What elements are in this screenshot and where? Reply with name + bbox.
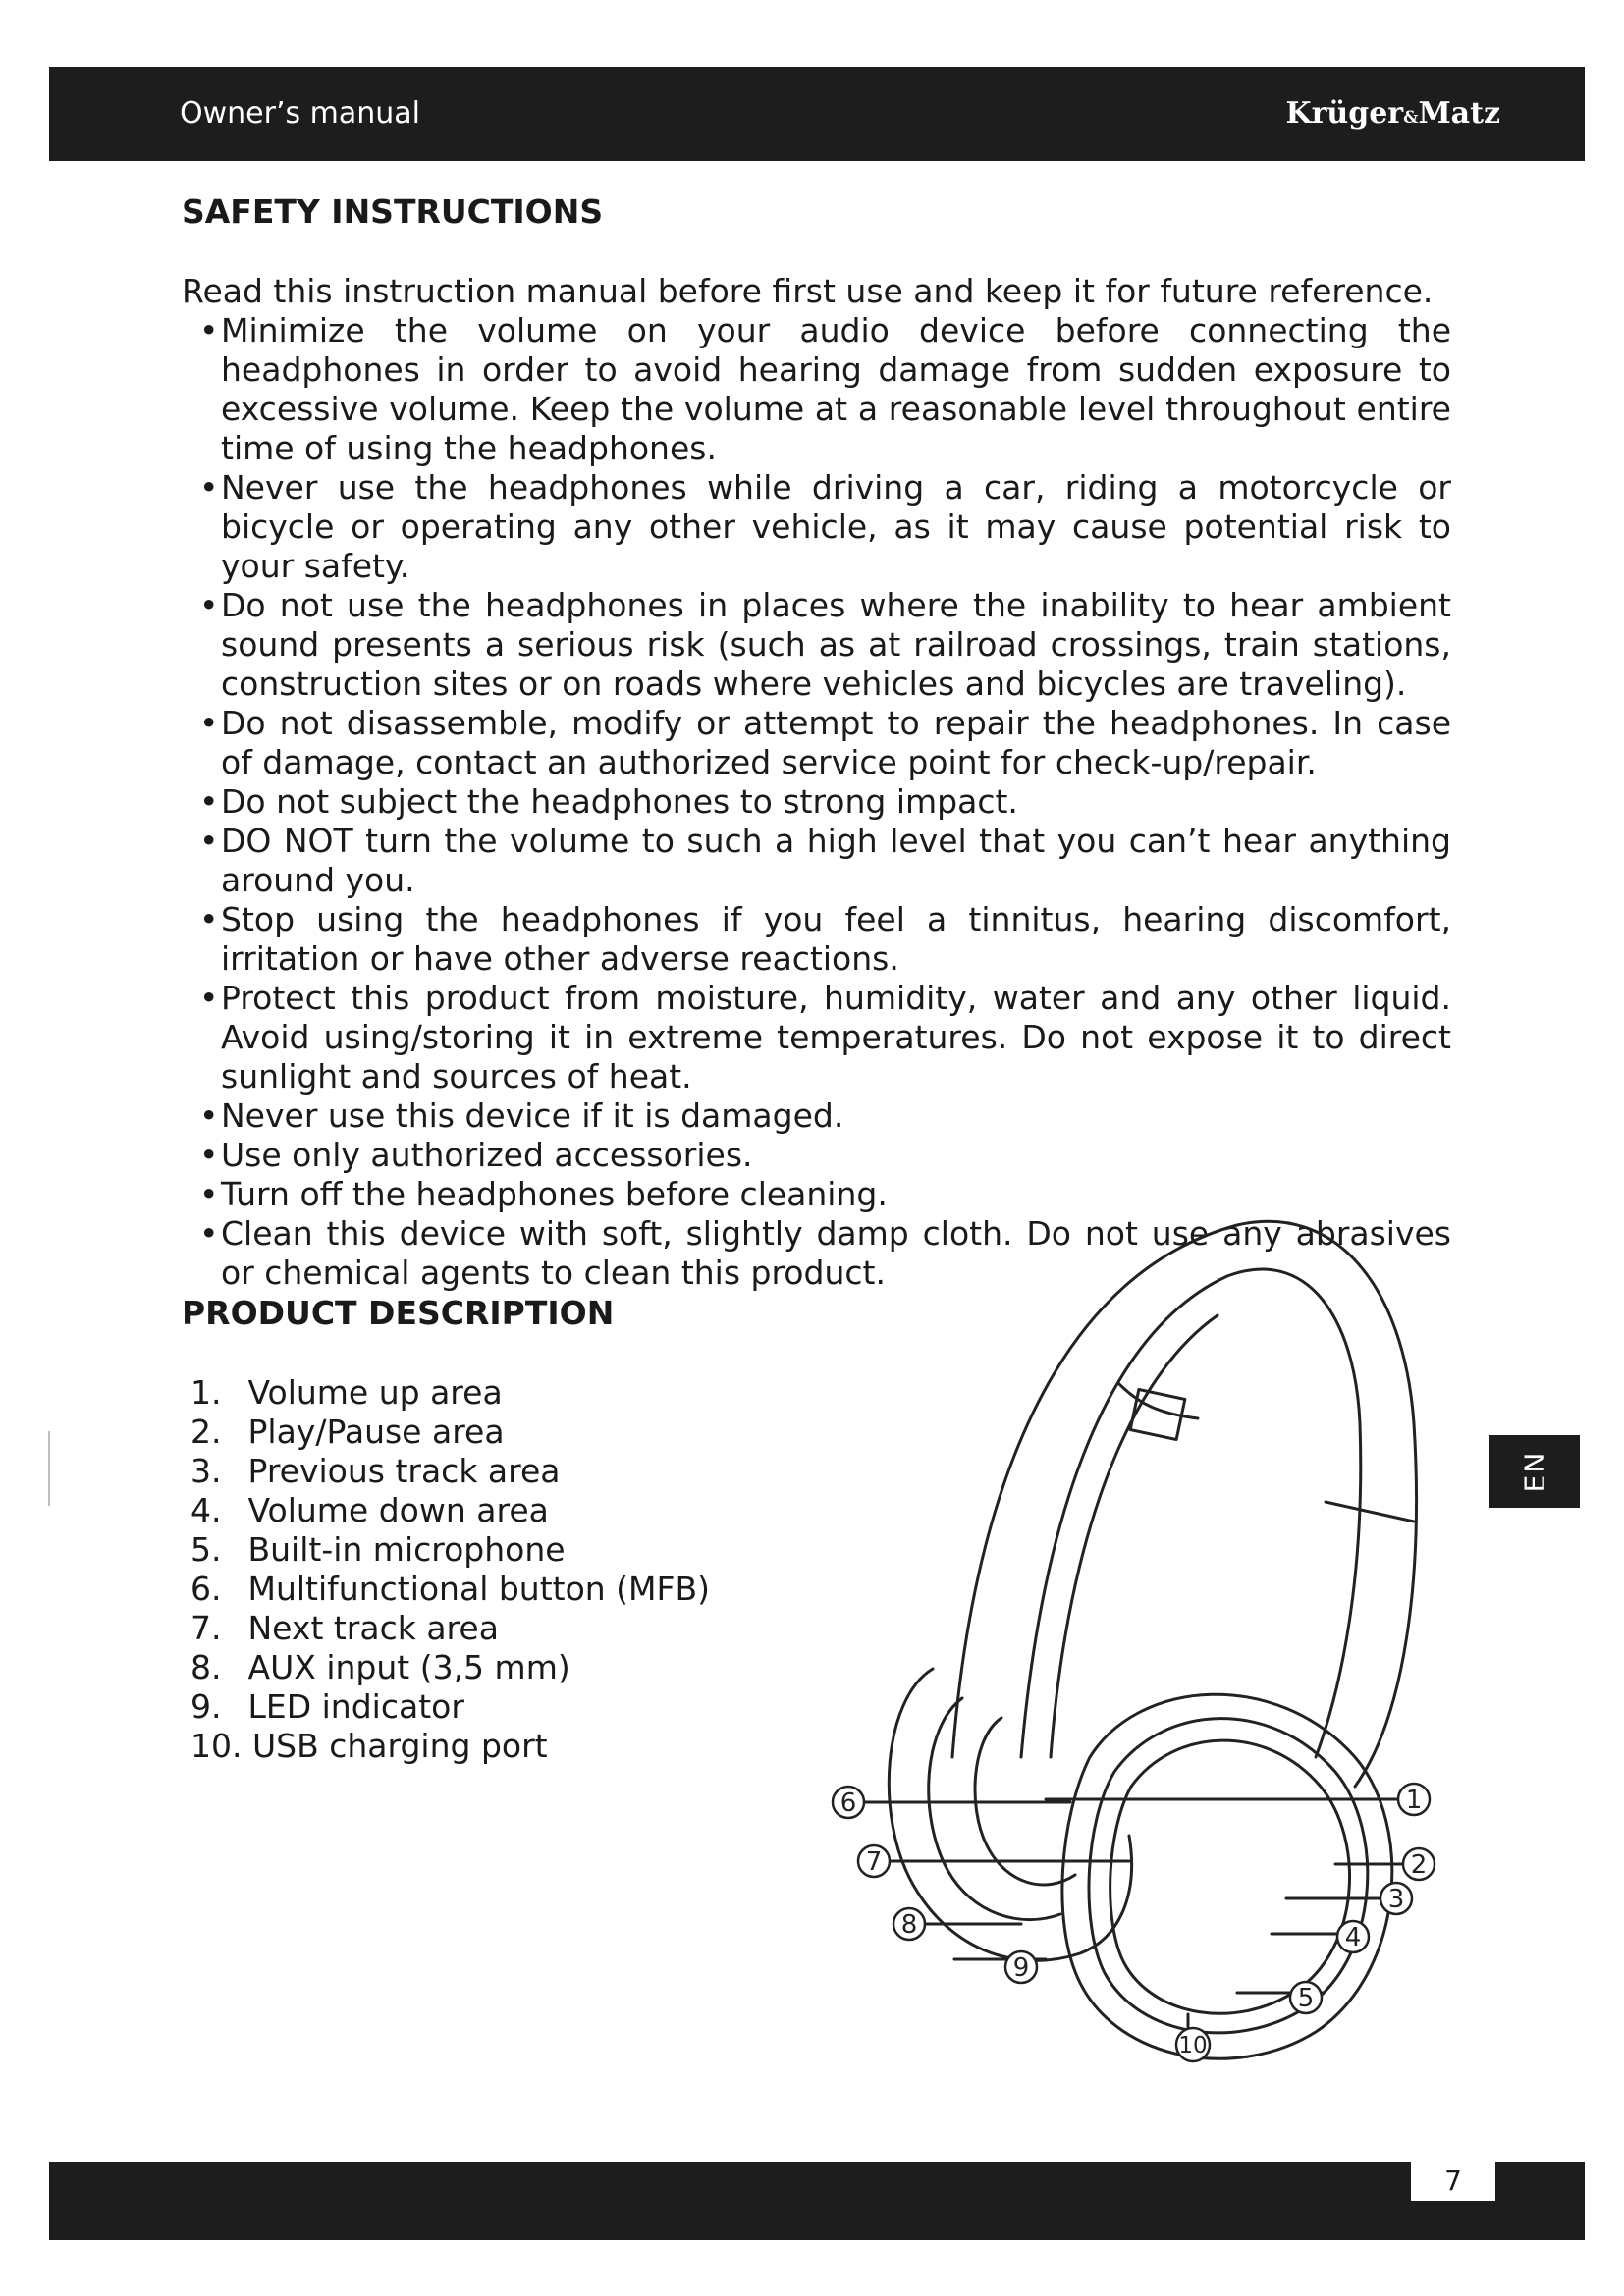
list-item: • Never use the headphones while driving a car, riding a motorcycle or bicycle or operating any other vehicle, as it may cause potential risk to your safety.: [199, 468, 1451, 586]
list-item: • DO NOT turn the volume to such a high level that you can’t hear anything around you.: [199, 822, 1451, 900]
brand-name-main: Krüger: [1285, 96, 1404, 131]
list-item: • Clean this device with soft, slightly damp cloth. Do not use any abrasives or chemical agents to clean this product.: [199, 1214, 1451, 1293]
list-item: 2. Play/Pause area: [190, 1413, 505, 1451]
headband-inner-edge: [1051, 1315, 1218, 1757]
list-item: 8. AUX input (3,5 mm): [190, 1648, 570, 1686]
callout-label-2: 2: [1410, 1850, 1428, 1880]
list-item: • Turn off the headphones before cleaning.: [199, 1175, 1451, 1214]
list-item: 6. Multifunctional button (MFB): [190, 1570, 711, 1608]
callout-label-7: 7: [865, 1847, 883, 1877]
headphones-diagram: [825, 1207, 1453, 2071]
callout-label-4: 4: [1344, 1923, 1362, 1952]
page-number-box: [1411, 2162, 1495, 2201]
safety-intro: Read this instruction manual before first use and keep it for future reference.: [182, 272, 1434, 310]
footer-bar: [49, 2162, 1585, 2240]
headband-inner: [1021, 1269, 1361, 1757]
safety-heading: SAFETY INSTRUCTIONS: [182, 192, 604, 231]
list-item: 1. Volume up area: [190, 1373, 503, 1412]
brand-ampersand: &: [1403, 108, 1419, 128]
callout-label-6: 6: [839, 1789, 857, 1818]
headphones-illustration: [825, 1207, 1453, 2071]
page-number: 7: [1444, 2164, 1462, 2197]
list-item: • Do not subject the headphones to strong impact.: [199, 782, 1451, 822]
header-bar: [49, 67, 1585, 161]
list-item: • Stop using the headphones if you feel a tinnitus, hearing discomfort, irritation or have other adverse reactions.: [199, 900, 1451, 979]
brand-logo: [1286, 96, 1500, 131]
margin-mark: [48, 1431, 50, 1506]
list-item: 9. LED indicator: [190, 1687, 464, 1726]
callout-label-3: 3: [1387, 1885, 1405, 1914]
callout-label-5: 5: [1297, 1984, 1315, 2013]
callout-label-9: 9: [1012, 1953, 1030, 1983]
list-item: • Do not disassemble, modify or attempt to repair the headphones. In case of damage, contact an authorized service point for check-up/repair.: [199, 704, 1451, 782]
left-earcup-pad: [929, 1698, 1060, 1920]
manual-title: Owner’s manual: [180, 96, 421, 131]
language-tab-label: EN: [1518, 1450, 1551, 1493]
callout-label-8: 8: [900, 1910, 918, 1940]
brand-name-end: Matz: [1418, 96, 1500, 131]
list-item: • Use only authorized accessories.: [199, 1136, 1451, 1175]
list-item: 10. USB charging port: [190, 1727, 548, 1765]
language-tab: [1489, 1435, 1580, 1508]
right-earcup-face: [1110, 1740, 1350, 2013]
list-item: 7. Next track area: [190, 1609, 499, 1647]
callout-label-10: 10: [1178, 2033, 1208, 2058]
list-item: 5. Built-in microphone: [190, 1530, 566, 1569]
product-heading: PRODUCT DESCRIPTION: [182, 1294, 615, 1332]
list-item: • Do not use the headphones in places where the inability to hear ambient sound presents a serious risk (such as at railroad crossings, train stations, construction sites or on roads where vehicles and bicycles are traveling).: [199, 586, 1451, 704]
product-parts-list: [190, 1373, 710, 1766]
headband-fold-line: [1119, 1384, 1414, 1522]
list-item: • Never use this device if it is damaged.: [199, 1096, 1451, 1136]
list-item: • Protect this product from moisture, humidity, water and any other liquid. Avoid using/storing it in extreme temperatures. Do not expose it to direct sunlight and sources of heat.: [199, 979, 1451, 1096]
list-item: 4. Volume down area: [190, 1491, 549, 1529]
safety-list: [199, 311, 1451, 1293]
callout-label-1: 1: [1405, 1786, 1423, 1815]
headband-outer: [952, 1221, 1417, 1787]
list-item: • Minimize the volume on your audio device before connecting the headphones in order to avoid hearing damage from sudden exposure to excessive volume. Keep the volume at a reasonable level throughout entire time of using the headphones.: [199, 311, 1451, 468]
list-item: 3. Previous track area: [190, 1452, 561, 1490]
